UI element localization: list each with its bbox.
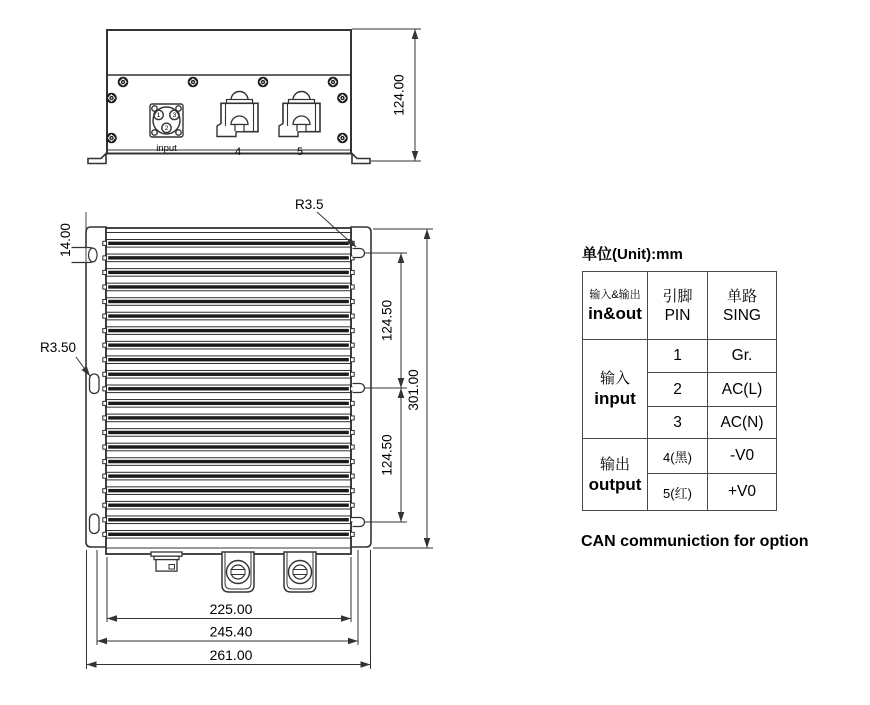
heatsink-fin (103, 283, 354, 291)
header-in-out: 输入&输出 in&out (583, 272, 648, 340)
flange-slot-left-mid (90, 374, 100, 394)
input-group-cell: 输入 input (583, 340, 648, 439)
heatsink-fin (103, 501, 354, 509)
mounting-foot-right (352, 154, 370, 164)
pin-2-number: 2 (164, 125, 169, 133)
heatsink-fin (103, 443, 354, 451)
heatsink-fin (103, 240, 354, 248)
pin-cell: 2 (648, 373, 708, 407)
heatsink-fin (103, 385, 354, 393)
input-connector-label: input (156, 143, 177, 154)
dim-261-00-text: 261.00 (209, 647, 253, 663)
connector-4-label: 4 (234, 146, 242, 158)
dim-124-50-lower-text: 124.50 (379, 434, 395, 476)
dim-124-00-text: 124.00 (391, 74, 407, 116)
input-connector-side-view (151, 552, 182, 571)
heatsink-fin (103, 429, 354, 437)
screw-icon (328, 77, 338, 87)
heatsink-fin (103, 516, 354, 524)
can-option-note: CAN communiction for option (581, 533, 809, 550)
dims-right (365, 229, 434, 548)
signal-cell: Gr. (708, 340, 777, 373)
heatsink-fin (103, 269, 354, 277)
pin-table (582, 271, 777, 511)
screw-icon (118, 77, 128, 87)
table-row (583, 439, 777, 474)
screw-icon (258, 77, 268, 87)
heatsink-fin (103, 312, 354, 320)
heatsink-fin (103, 298, 354, 306)
heatsink-fin (103, 458, 354, 466)
connector-5-label: 5 (296, 146, 304, 158)
screw-icon (188, 77, 198, 87)
heatsink-fin (103, 254, 354, 262)
signal-cell: AC(L) (708, 373, 777, 407)
signal-cell: -V0 (708, 439, 777, 474)
pin-table-header-row (583, 272, 777, 340)
heatsink-fin (103, 370, 354, 378)
header-sing: 单路 SING (708, 272, 777, 340)
heatsink-fin (103, 487, 354, 495)
pin-cell: 4(黑) (648, 439, 708, 474)
screw-icon (338, 133, 348, 143)
dim-301-00-text: 301.00 (406, 369, 421, 411)
dim-14-00-text: 14.00 (58, 223, 73, 257)
terminal-block-5-side-view (284, 552, 316, 592)
heatsink-fin (103, 414, 354, 422)
pin-cell: 3 (648, 407, 708, 439)
pin-3-number: 3 (172, 112, 177, 120)
heatsink-fin (103, 400, 354, 408)
unit-label: 单位(Unit):mm (582, 246, 683, 263)
pin-1-number: 1 (156, 112, 161, 120)
screw-icon (107, 93, 117, 103)
table-row (583, 340, 777, 373)
terminal-block-4-side-view (222, 552, 254, 592)
dim-225-00-text: 225.00 (209, 601, 253, 617)
heatsink-fin (103, 531, 354, 539)
dim-124-50-upper-text: 124.50 (379, 299, 395, 342)
signal-cell: +V0 (708, 474, 777, 511)
heatsink-fin (103, 327, 354, 335)
flange-slot-left-bottom (90, 514, 100, 534)
heatsink-fin (103, 356, 354, 364)
header-pin: 引脚 PIN (648, 272, 708, 340)
dim-front-height (352, 29, 421, 161)
top-view (40, 197, 433, 669)
signal-cell: AC(N) (708, 407, 777, 439)
screw-icon (107, 133, 117, 143)
pin-cell: 5(红) (648, 474, 708, 511)
output-group-cell: 输出 output (583, 439, 648, 511)
heatsink-fin (103, 472, 354, 480)
front-view (88, 29, 421, 164)
pin-cell: 1 (648, 340, 708, 373)
mounting-foot-left (88, 154, 106, 164)
radius-r3-50-text: R3.50 (40, 340, 77, 355)
heatsink-fin (103, 341, 354, 349)
heatsink-fins (103, 240, 354, 539)
radius-r3-5-text: R3.5 (295, 197, 324, 212)
screw-icon (338, 93, 348, 103)
dim-245-40-text: 245.40 (209, 623, 253, 640)
